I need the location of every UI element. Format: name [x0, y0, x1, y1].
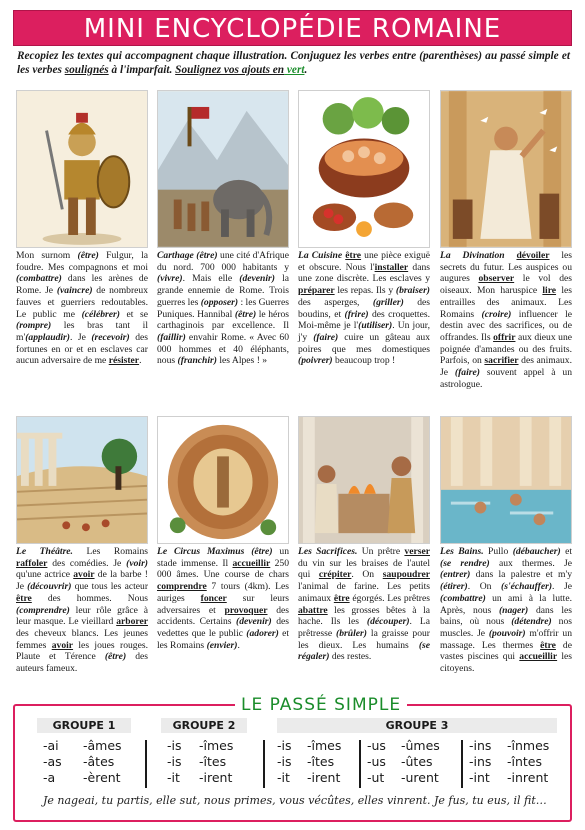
instructions: Recopiez les textes qui accompagnent chaque illustration. Conjuguez les verbes entre (parenthèses) au passé simple et les verbes soulignés à l'imparfait. Soulignez vos ajouts en vert.	[17, 50, 570, 76]
groupe-3-us-plural: -ûmes -ûtes -urent	[401, 738, 440, 785]
card-divination	[440, 90, 572, 390]
separator	[359, 740, 361, 788]
card-cuisine	[298, 90, 430, 367]
groupe-3-ins-plural: -înmes -întes -inrent	[507, 738, 550, 785]
sacrifice-altar-illustration	[298, 416, 430, 544]
elephant-army-illustration	[157, 90, 289, 248]
food-bowl-illustration	[298, 90, 430, 248]
card-theatre	[16, 416, 148, 675]
groupe-1-singular: -ai -as -a	[43, 738, 62, 785]
separator	[263, 740, 265, 788]
thermal-baths-illustration	[440, 416, 572, 544]
card-text: Mon surnom (être) Fulgur, la foudre. Mes compagnons et moi (combattre) dans les arènes de Rome. Je (vaincre) de nombreux fauves et guerriers redoutables. Le public me (célébrer) et se (rompre) les bras tant il m'(applaudir). Je (recevoir) des fortunes en or et en esclaves car aucun adversaire de me résister.	[16, 250, 148, 367]
groupe-2-header: GROUPE 2	[161, 718, 247, 733]
card-fulgur	[16, 90, 148, 367]
card-sacrifices	[298, 416, 430, 663]
card-text: Carthage (être) une cité d'Afrique du nord. 700 000 habitants y (vivre). Mais elle (devenir) la grande ennemie de Rome. Trois guerres les (opposer) : les Guerres Puniques. Hannibal (être) le héros carthaginois par excellence. Il (faillir) envahir Rome. « Avec 60 000 hommes et 40 éléphants, nous (franchir) les Alpes ! »	[157, 250, 289, 367]
card-text: La Cuisine être une pièce exiguë et obscure. Nous l'installer dans une zone discrète. Les esclaves y préparer les repas. Ils y (braiser) des asperges, (griller) des boudins, et (frire) des croquettes. Moi-même je l'(utiliser). Un jour, j'y (faire) cuire un gâteau aux poires que mes domestiques (poivrer) beaucoup trop !	[298, 250, 431, 367]
separator	[461, 740, 463, 788]
page-title: MINI ENCYCLOPÉDIE ROMAINE	[13, 10, 572, 46]
groupe-3-ins-singular: -ins -ins -int	[469, 738, 492, 785]
groupe-2-plural: -îmes -îtes -irent	[199, 738, 234, 785]
separator	[145, 740, 147, 788]
card-text: Les Sacrifices. Un prêtre verser du vin sur les braises de l'autel qui crépiter. On saupoudrer l'animal de farine. Les petits animaux être égorgés. Les prêtres abattre les grosses bêtes à la hache. Ils les (découper). La prêtresse (brûler) la graisse pour les dieux. Les humains (se régaler) des restes.	[298, 546, 430, 663]
passe-simple-box	[13, 695, 572, 822]
card-bains	[440, 416, 572, 675]
gladiator-illustration	[16, 90, 148, 248]
card-text: Le Circus Maximus (être) un stade immense. Il accueillir 250 000 âmes. Une course de chars comprendre 7 tours (4km). Les auriges foncer sur leurs adversaires et provoquer des accidents. Certains (devenir) des vedettes que le public (adorer) et les Romains (envier).	[157, 546, 290, 651]
groupe-3-is-plural: -îmes -îtes -irent	[307, 738, 342, 785]
card-text: Les Bains. Pullo (débaucher) et (se rendre) aux thermes. Je (entrer) dans la palestre et m'y (étirer). On (s'échauffer). Je (combattre) un ami à la lutte. Après, nous (nager) dans les bains, où nous (détendre) nos muscles. Je (pouvoir) m'offrir un massage. Les thermes être de vastes piscines qui accueillir les citoyens.	[440, 546, 572, 675]
circus-maximus-illustration	[157, 416, 289, 544]
passe-simple-title: LE PASSÉ SIMPLE	[235, 695, 407, 715]
groupe-3-is-singular: -is -is -it	[277, 738, 292, 785]
groupe-2-singular: -is -is -it	[167, 738, 182, 785]
card-text: La Divination dévoiler les secrets du futur. Les auspices ou augures observer le vol des oiseaux. Mon haruspice lire les entrailles des animaux. Les Romains (croire) influencer le destin avec des sacrifices, ou de offrandes. Ils offrir aux dieux une poignée d'amandes ou des fruits. Parfois, on sacrifier des animaux. Je (faire) souvent appel à un astrologue.	[440, 250, 573, 390]
card-circus	[157, 416, 289, 651]
groupe-3-header: GROUPE 3	[277, 718, 557, 733]
groupe-1-header: GROUPE 1	[37, 718, 131, 733]
groupe-1-plural: -âmes -âtes -èrent	[83, 738, 122, 785]
theatre-illustration	[16, 416, 148, 544]
example-sentence: Je nageai, tu partis, elle sut, nous primes, vous vécûtes, elles vinrent. Je fus, tu eus, il fit…	[43, 794, 547, 807]
card-carthage	[157, 90, 289, 367]
augur-illustration	[440, 90, 572, 248]
card-text: Le Théâtre. Les Romains raffoler des comédies. Je (voir) qu'une actrice avoir de la barbe ! Je (découvrir) que tous les acteur être des hommes. Nous (comprendre) leur rôle grâce à leur masque. Le vieillard arborer des cheveux blancs. Les jeunes femmes avoir les joues rouges. Plaute et Térence (être) des auteurs fameux.	[16, 546, 149, 675]
groupe-3-us-singular: -us -us -ut	[367, 738, 386, 785]
